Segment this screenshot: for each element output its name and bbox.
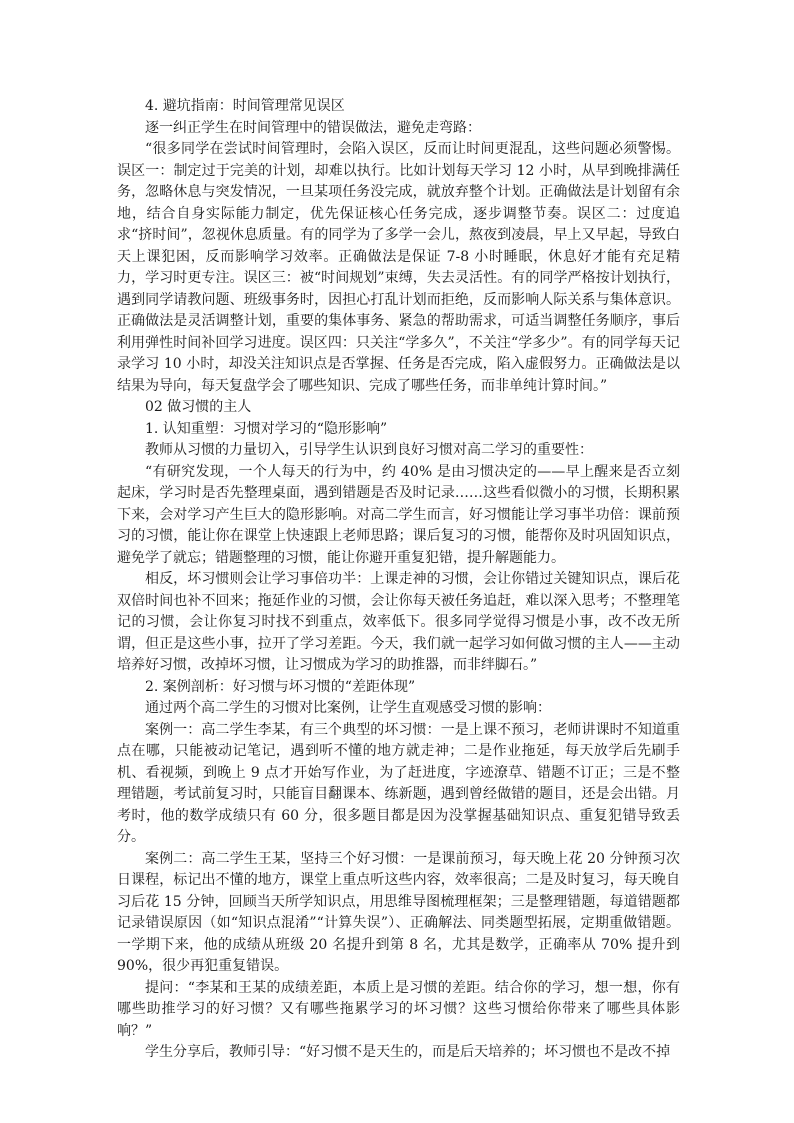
- case-one-paragraph: 案例一：高二学生李某，有三个典型的坏习惯：一是上课不预习，老师讲课时不知道重点在哪，只能被动记笔记，遇到听不懂的地方就走神；二是作业拖延，每天放学后先刷手机、看视频，到晚上 9 点才开始写作业，为了赶进度，字迹潦草、错题不订正；三是不整理错题，考试前复习时，只能盲目翻课本、练新题，遇到曾经做错的题目，还是会出错。月考时，他的数学成绩只有 60 分，很多题目都是因为没掌握基础知识点、重复犯错导致丢分。: [117, 721, 680, 845]
- document-body: [117, 96, 680, 1064]
- question-paragraph: 提问：“李某和王某的成绩差距，本质上是习惯的差距。结合你的学习，想一想，你有哪些助推学习的好习惯？又有哪些拖累学习的坏习惯？这些习惯给你带来了哪些具体影响？”: [117, 979, 680, 1039]
- paragraph: 相反，坏习惯则会让学习事倍功半：上课走神的习惯，会让你错过关键知识点，课后花双倍时间也补不回来；拖延作业的习惯，会让你每天被任务追赶，难以深入思考；不整理笔记的习惯，会让你复习时找不到重点，效率低下。很多同学觉得习惯是小事，改不改无所谓，但正是这些小事，拉开了学习差距。今天，我们就一起学习如何做习惯的主人——主动培养好习惯，改掉坏习惯，让习惯成为学习的助推器，而非绊脚石。”: [117, 571, 680, 673]
- quote-paragraph: “有研究发现，一个人每天的行为中，约 40% 是由习惯决定的——早上醒来是否立刻起床，学习时是否先整理桌面，遇到错题是否及时记录……这些看似微小的习惯，长期积累下来，会对学习产生巨大的隐形影响。对高二学生而言，好习惯能让学习事半功倍：课前预习的习惯，能让你在课堂上快速跟上老师思路；课后复习的习惯，能帮你及时巩固知识点，避免学了就忘；错题整理的习惯，能让你避开重复犯错，提升解题能力。: [117, 463, 680, 566]
- section-heading-avoid-pitfalls: 4. 避坑指南：时间管理常见误区: [145, 98, 345, 114]
- section-heading-habits: 02 做习惯的主人: [145, 399, 252, 415]
- subsection-heading-case-analysis: 2. 案例剖析：好习惯与坏习惯的“差距体现”: [145, 678, 416, 695]
- paragraph: 通过两个高二学生的习惯对比案例，让学生直观感受习惯的影响：: [145, 700, 551, 716]
- quote-paragraph: “很多同学在尝试时间管理时，会陷入误区，反而让时间更混乱，这些问题必须警惕。误区一：制定过于完美的计划，却难以执行。比如计划每天学习 12 小时，从早到晚排满任务，忽略休息与突发情况，一旦某项任务没完成，就放弃整个计划。正确做法是计划留有余地，结合自身实际能力制定，优先保证核心任务完成，逐步调整节奏。误区二：过度追求“挤时间”，忽视休息质量。有的同学为了多学一会儿，熬夜到凌晨，早上又早起，导致白天上课犯困，反而影响学习效率。正确做法是保证 7-8 小时睡眠，休息好才能有充足精力，学习时更专注。误区三：被“时间规划”束缚，失去灵活性。有的同学严格按计划执行，遇到同学请教问题、班级事务时，因担心打乱计划而拒绝，反而影响人际关系与集体意识。正确做法是灵活调整计划，重要的集体事务、紧急的帮助需求，可适当调整任务顺序，事后利用弹性时间补回学习进度。误区四：只关注“学多久”，不关注“学多少”。有的同学每天记录学习 10 小时，却没关注知识点是否掌握、任务是否完成，陷入虚假努力。正确做法是以结果为导向，每天复盘学会了哪些知识、完成了哪些任务，而非单纯计算时间。”: [117, 141, 680, 394]
- case-two-paragraph: 案例二：高二学生王某，坚持三个好习惯：一是课前预习，每天晚上花 20 分钟预习次日课程，标记出不懂的地方，课堂上重点听这些内容，效率很高；二是及时复习，每天晚自习后花 15 分钟，回顾当天所学知识点，用思维导图梳理框架；三是整理错题，每道错题都记录错误原因（如“知识点混淆”“计算失误”）、正确解法、同类题型拓展，定期重做错题。一学期下来，他的成绩从班级 20 名提升到第 8 名，尤其是数学，正确率从 70% 提升到 90%，很少再犯重复错误。: [117, 850, 680, 974]
- guide-paragraph: 学生分享后，教师引导：“好习惯不是天生的，而是后天培养的；坏习惯也不是改不掉: [145, 1044, 671, 1060]
- paragraph: 教师从习惯的力量切入，引导学生认识到良好习惯对高二学习的重要性：: [145, 442, 593, 458]
- paragraph: 逐一纠正学生在时间管理中的错误做法，避免走弯路：: [145, 119, 481, 136]
- subsection-heading-cognition: 1. 认知重塑：习惯对学习的“隐形影响”: [145, 420, 388, 437]
